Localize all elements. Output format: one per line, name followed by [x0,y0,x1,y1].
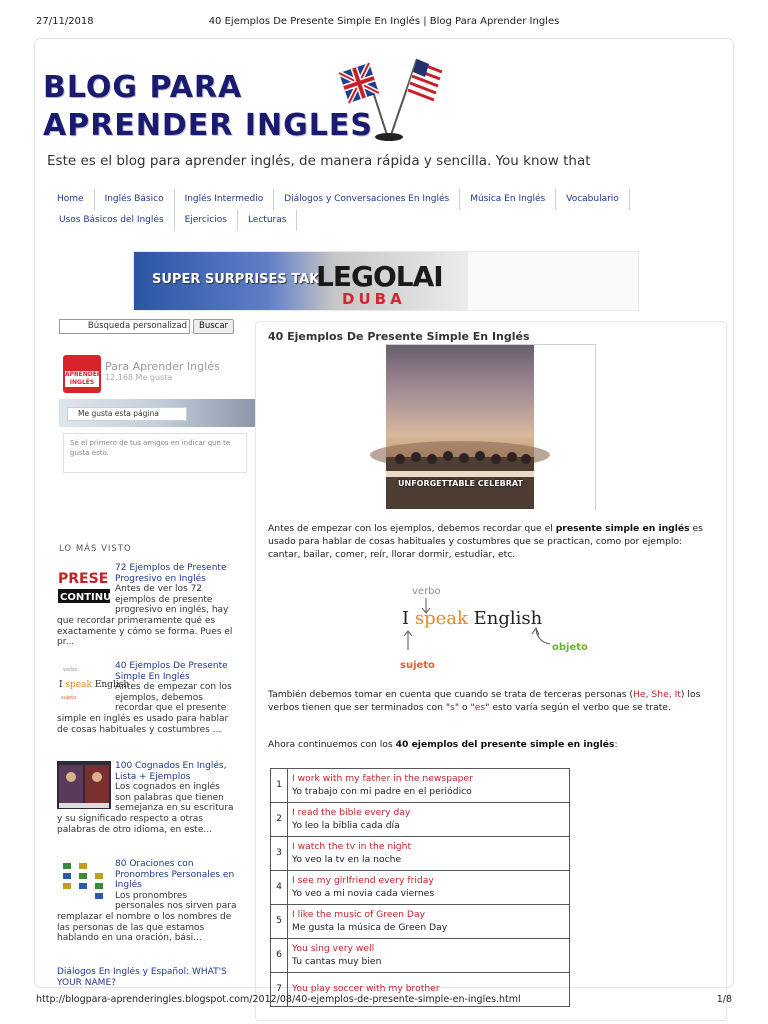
popular-post [57,761,237,835]
fb-page-logo[interactable] [63,355,101,393]
table-row [271,837,570,871]
nav-vocabulario[interactable]: Vocabulario [556,189,630,210]
popular-post-title[interactable]: 100 Cognados En Inglés, Lista + Ejemplos [115,761,227,782]
example-spanish: Yo veo a mi novia cada viernes [292,887,435,899]
ad-text-2: LEGOLAI [316,260,443,293]
logo-line-1: BLOG PARA [43,70,243,105]
nav-usos-basicos[interactable]: Usos Básicos del Inglés [49,210,175,231]
post-article [255,321,727,1021]
fb-like-button[interactable]: Me gusta esta página [67,407,187,421]
print-date: 27/11/2018 [36,16,94,27]
diagram-label-objeto: objeto [552,642,588,653]
print-header [36,16,732,30]
nav-dialogos[interactable]: Diálogos y Conversaciones En Inglés [274,189,460,210]
example-number: 1 [271,769,288,803]
popular-post [57,563,237,648]
diagram-label-sujeto: sujeto [400,660,435,671]
popular-post-title[interactable]: 40 Ejemplos De Presente Simple En Inglés [115,661,228,682]
example-number: 3 [271,837,288,871]
ad-caption: UNFORGETTABLE CELEBRAT [398,479,523,488]
i-speak-english-diagram [386,580,586,680]
print-page-title: 40 Ejemplos De Presente Simple En Inglés | Blog Para Aprender Ingles [208,16,560,27]
example-english: I watch the tv in the night [292,841,412,852]
example-spanish: Yo veo la tv en la noche [292,853,402,865]
example-english: I read the bible every day [292,807,411,818]
fb-page-name[interactable]: Para Aprender Inglés [105,360,220,373]
example-number: 4 [271,871,288,905]
facebook-page-widget [59,351,255,501]
svg-text:verbo: verbo [63,667,78,673]
print-url: http://blogpara-aprenderingles.blogspot.com/2012/08/40-ejemplos-de-presente-simple-en-ingles.html [36,994,521,1005]
fb-friends-text: Sé el primero de tus amigos en indicar que te gusta esto. [63,433,247,473]
fb-page-logo-text: APRENDER INGLÉS [65,371,102,386]
uk-us-flags-icon [325,47,445,147]
examples-table [270,768,570,1007]
popular-post-title[interactable]: Diálogos En Inglés y Español: WHAT'S YOUR NAME? [57,967,227,988]
ad-text-3: DUBA [342,290,406,308]
example-number: 2 [271,803,288,837]
example-english: I like the music of Green Day [292,909,426,920]
search-button[interactable]: Buscar [193,319,234,334]
ad-text-1: SUPER SURPRISES TAK [152,272,320,287]
popular-post-snippet: Antes de empezar con los ejemplos, debemos recordar que el presente simple en inglés es usado para hablar de cosas habituales y costumbres ... [57,682,232,735]
post-featured-ad-image[interactable] [386,344,596,510]
nav-ejercicios[interactable]: Ejercicios [175,210,238,231]
example-spanish: Me gusta la música de Green Day [292,921,448,933]
example-number: 6 [271,939,288,973]
pronombres-thumbnail[interactable] [57,859,111,907]
main-nav [49,189,629,231]
fb-like-count: 12.168 Me gusta [105,373,173,382]
table-row [271,803,570,837]
popular-post [57,661,237,735]
popular-posts-heading: LO MÁS VISTO [59,544,132,554]
example-spanish: Tu cantas muy bien [292,955,382,967]
example-number: 7 [271,973,288,1007]
post-third-person-paragraph: También debemos tomar en cuenta que cuando se trata de terceras personas (He, She, It) los verbos tienen que ser terminados con "s" o "es" esto varía según el verbo que se trate. [268,689,701,713]
svg-text:sujeto: sujeto [61,695,77,701]
table-row [271,871,570,905]
popular-post [57,859,237,944]
svg-text:I speak English: I speak English [59,680,130,690]
table-row [271,905,570,939]
example-english: I work with my father in the newspaper [292,773,473,784]
presente-continuo-thumbnail[interactable] [57,563,120,611]
post-title[interactable]: 40 Ejemplos De Presente Simple En Inglés [268,330,530,343]
example-english: You sing very well [292,943,375,954]
popular-post-snippet: Los pronombres personales nos sirven para remplazar el nombre o los nombres de las personas de las que estamos hablando en una oración, bási... [57,890,237,944]
us-flag-icon [407,59,443,101]
print-page-number: 1/8 [716,994,732,1005]
svg-text:CONTINUO: CONTINUO [60,592,120,603]
example-spanish: Yo trabajo con mi padre en el periódico [292,785,472,797]
ad-image[interactable] [134,252,468,310]
table-row [271,769,570,803]
nav-row-2 [49,210,629,231]
post-continue-paragraph: Ahora continuemos con los 40 ejemplos del presente simple en inglés: [268,739,618,750]
example-spanish: Yo leo la biblia cada día [292,819,400,831]
popular-post-title[interactable]: 80 Oraciones con Pronombres Personales en Inglés [115,859,235,891]
example-number: 5 [271,905,288,939]
nav-ingles-basico[interactable]: Inglés Básico [95,189,175,210]
search-box [59,319,234,334]
example-english: You play soccer with my brother [292,983,440,995]
uk-flag-icon [339,63,379,103]
search-input[interactable]: Búsqueda personalizad [59,319,190,334]
nav-musica[interactable]: Música En Inglés [460,189,556,210]
ad-banner[interactable] [133,251,639,311]
nav-home[interactable]: Home [49,189,95,210]
nav-ingles-intermedio[interactable]: Inglés Intermedio [175,189,275,210]
blog-logo[interactable] [43,69,373,145]
example-english: I see my girlfriend every friday [292,875,434,886]
popular-post-snippet: Los cognados en inglés son palabras que tienen semejanza en su escritura y su significado respecto a otras palabras de otro idioma, en este... [57,782,234,835]
blog-tagline: Este es el blog para aprender inglés, de manera rápida y sencilla. You know that [47,153,591,169]
diagram-label-verbo: verbo [412,586,441,597]
cognados-thumbnail[interactable] [57,761,111,809]
diagram-sentence: I speak English [402,608,543,629]
i-speak-english-thumbnail[interactable] [57,661,130,709]
logo-line-2: APRENDER INGLES [43,108,373,143]
print-footer [36,994,732,1008]
table-row [271,939,570,973]
nav-lecturas[interactable]: Lecturas [238,210,297,231]
blog-page [34,38,734,995]
post-intro-paragraph: Antes de empezar con los ejemplos, debemos recordar que el presente simple en inglés es usado para hablar de cosas habituales y costumbres que se practican, como por ejemplo: cantar, bailar, comer, reír, llorar dormir, estudiar, etc. [268,523,703,560]
ad-photo [386,345,534,509]
nav-row-1 [49,189,629,210]
svg-text:PRESE: PRESE [58,571,109,587]
popular-post-title[interactable]: 72 Ejemplos de Presente Progresivo en Inglés [115,563,227,584]
popular-post-snippet: Antes de ver los 72 ejemplos de presente progresivo en inglés, hay que recordar primeramente qué es exactamente y cómo se forma. Pues el pr... [57,584,233,648]
